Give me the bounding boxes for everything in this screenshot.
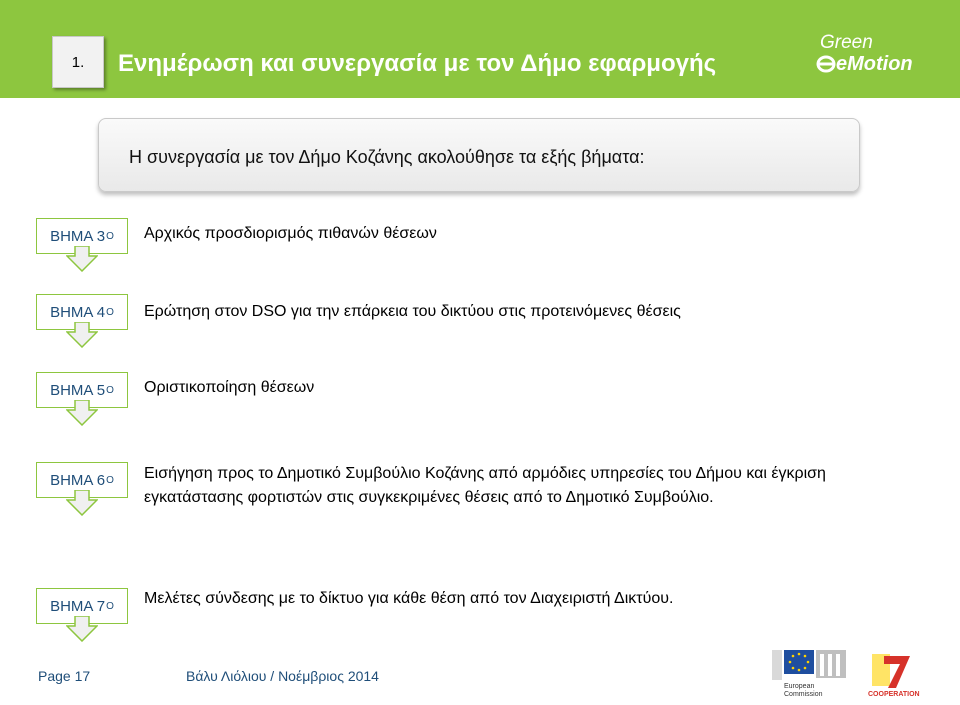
european-commission-logo xyxy=(770,648,850,700)
down-arrow-icon xyxy=(66,616,98,642)
step-5-label: ΒΗΜΑ 5 xyxy=(50,381,106,399)
svg-text:COOPERATION: COOPERATION xyxy=(868,691,920,698)
step-4-ordinal: Ο xyxy=(106,306,114,318)
step-6-label: ΒΗΜΑ 6 xyxy=(50,471,106,489)
step-5-text: Οριστικοποίηση θέσεων xyxy=(144,379,315,396)
intro-text: Η συνεργασία με τον Δήμο Κοζάνης ακολούθησε τα εξής βήματα: xyxy=(129,147,645,167)
step-3-label: ΒΗΜΑ 3 xyxy=(50,227,106,245)
step-6-ordinal: Ο xyxy=(106,474,114,486)
slide-title: Ενημέρωση και συνεργασία με τον Δήμο εφαρμογής xyxy=(118,50,717,77)
svg-text:European: European xyxy=(784,683,815,690)
svg-text:Commission: Commission xyxy=(784,691,823,698)
step-6-text: Εισήγηση προς το Δημοτικό Συμβούλιο Κοζάνης από αρμόδιες υπηρεσίες του Δήμου και έγκριση εγκατάστασης φορτιστών στις συγκεκριμένες θέσεις από το Δημοτικό Συμβούλιο. xyxy=(144,465,826,506)
down-arrow-icon xyxy=(66,322,98,348)
page-number: Page 17 xyxy=(38,668,91,684)
footer-author: Βάλυ Λιόλιου / Νοέμβριος 2014 xyxy=(186,668,379,684)
intro-box xyxy=(98,118,860,192)
green-emotion-logo xyxy=(806,20,924,84)
step-7-ordinal: Ο xyxy=(106,600,114,612)
down-arrow-icon xyxy=(66,246,98,272)
step-4-label: ΒΗΜΑ 4 xyxy=(50,303,106,321)
step-3-ordinal: Ο xyxy=(106,230,114,242)
header-bar xyxy=(0,0,960,98)
down-arrow-icon xyxy=(66,400,98,426)
down-arrow-icon xyxy=(66,490,98,516)
step-7-text: Μελέτες σύνδεσης με το δίκτυο για κάθε θέση από τον Διαχειριστή Δικτύου. xyxy=(144,590,674,607)
fp7-cooperation-logo xyxy=(864,650,920,700)
step-7-label: ΒΗΜΑ 7 xyxy=(50,597,106,615)
step-3-text: Αρχικός προσδιορισμός πιθανών θέσεων xyxy=(144,225,437,242)
slide-number-box xyxy=(52,36,104,88)
slide-number: 1. xyxy=(71,53,85,71)
step-5-ordinal: Ο xyxy=(106,384,114,396)
svg-text:eMotion: eMotion xyxy=(836,53,913,75)
step-4-text: Ερώτηση στον DSO για την επάρκεια του δικτύου στις προτεινόμενες θέσεις xyxy=(144,303,681,320)
svg-text:Green: Green xyxy=(820,32,873,53)
